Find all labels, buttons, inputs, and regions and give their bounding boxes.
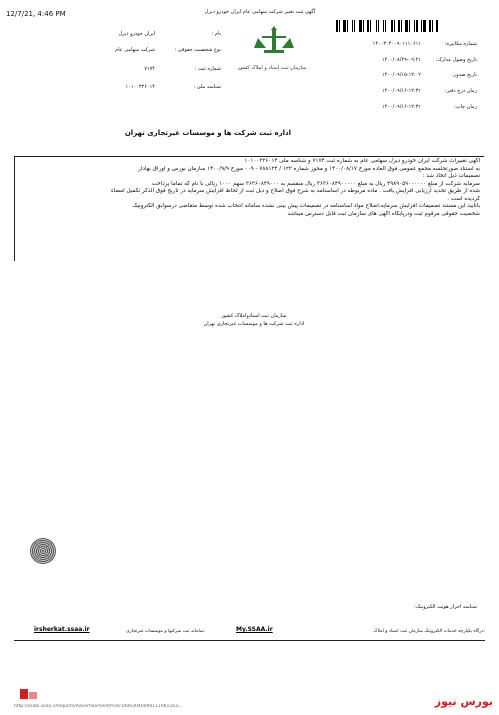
meta-label: تاریخ صدور: xyxy=(452,72,477,78)
barcode-bar xyxy=(434,20,435,32)
meta-value: ۱۴۰۰/۰۸/۲۹-۰۹:۲۱ xyxy=(381,57,421,63)
meta-label: تاریخ وصول مدارک: xyxy=(435,57,477,63)
company-label: نوع شخصیت حقوقی : xyxy=(174,47,221,53)
barcode-bar xyxy=(372,20,375,32)
barcode-bar xyxy=(398,20,400,32)
signature-block xyxy=(194,312,314,328)
company-label: نام : xyxy=(211,31,221,37)
footer-divider xyxy=(14,640,485,641)
barcode-bar xyxy=(365,20,366,32)
barcode-bar xyxy=(421,20,422,32)
barcode-bar xyxy=(414,20,415,32)
footer-row xyxy=(14,626,485,640)
meta-value: ۱۴۰۰/۰۹/۱۵-۱۲:۰۲ xyxy=(381,72,421,78)
notice-line: به استناد صورتجلسه مجمع عمومی فوق العاده مورخ ۱۴۰۰/۰۸/۱۷ و مجوز شماره ۱۲۲ / ۷۸۸۱۲۴ - ۰۰۹ مورخ ۱۴۰۰/۹/۹ سازمان بورس و اوراق بهادار xyxy=(138,165,480,172)
barcode-bar xyxy=(394,20,395,32)
company-value: ۷۱۷۴ xyxy=(144,66,155,72)
barcode-bar xyxy=(343,20,346,32)
barcode-bar xyxy=(347,20,348,32)
meta-row xyxy=(361,88,477,94)
signature-line: اداره ثبت شرکت ها و موسسات غیرتجاری تهران xyxy=(203,321,305,327)
office-title: اداره ثبت شرکت ها و موسسات غیرتجاری تهران xyxy=(124,129,291,137)
meta-row xyxy=(361,104,477,110)
barcode-bar xyxy=(349,20,351,32)
notice-title: آگهی ثبت تغییر شرکت سهامی عام ایران خودرو دیزل xyxy=(204,9,316,15)
meta-row xyxy=(361,72,477,78)
barcode-bar xyxy=(423,20,426,32)
portal-link[interactable]: My.SSAA.ir xyxy=(236,626,273,633)
company-label: شماره ثبت : xyxy=(194,66,221,72)
brand-watermark: بورس نیوز xyxy=(434,695,493,708)
barcode-bar xyxy=(416,20,418,32)
company-label: شناسه ملی : xyxy=(193,84,221,90)
barcode-bar xyxy=(403,20,404,32)
signature-line: سازمان ثبت اسنادواملاک کشور xyxy=(221,313,287,319)
barcode-bar xyxy=(429,20,431,32)
notice-body xyxy=(20,158,480,218)
print-url: http://ssabi.ssaa.ir/Reports/AdvertisementPrint/14003040090111061163... xyxy=(14,704,183,709)
barcode-bar xyxy=(411,20,413,32)
company-row xyxy=(85,31,221,37)
barcode-bar xyxy=(432,20,433,32)
notice-line: باتایید این مستند تصمیمات افزایش سرمایه،اصلاح مواد اساسنامه در تصمیمات پیش بینی نشده سامانه انتخاب شده توسط متقاضی درسوابق الکترونیک xyxy=(132,203,480,209)
portal-text: درگاه یکپارچه خدمات الکترونیک سازمان ثبت اسناد و املاک: xyxy=(373,629,485,634)
meta-value: ۱۴۰۰/۰۹/۱۶-۱۲:۳۱ xyxy=(381,88,421,94)
barcode-bar xyxy=(359,20,362,32)
barcode-bar xyxy=(396,20,397,32)
barcode-bar xyxy=(383,20,384,32)
boursenews-logo-icon xyxy=(18,686,40,702)
barcode-bar xyxy=(370,20,371,32)
meta-value: ۱۴۰۰/۰۹/۱۶-۱۲:۳۱ xyxy=(381,104,421,110)
barcode-bar xyxy=(387,20,390,32)
barcode-bar xyxy=(341,20,342,32)
barcode-bar xyxy=(376,20,377,32)
barcode-bar xyxy=(401,20,402,32)
barcode xyxy=(336,20,456,32)
print-timestamp: 12/7/21, 4:46 PM xyxy=(6,10,66,18)
notice-line: سرمایه شرکت از مبلغ ۴۹۸۹۰۵۹۰۰۰۰۰۰ ریال به مبلغ ۳۶۳۶۰۸۴۹۰۰۰۰۰ ریال منقسم به ۳۶۳۶۰۸۴۹۰۰۰ سهم ۱۰۰۰ ریالی با نام که تماما پرداخت xyxy=(151,180,480,187)
company-value: شرکت سهامی عام xyxy=(115,47,155,53)
fingerprint-stamp xyxy=(30,538,56,564)
meta-label: زمان چاپ: xyxy=(454,104,477,110)
barcode-bar xyxy=(336,20,338,32)
barcode-bar xyxy=(380,20,382,32)
barcode-bar xyxy=(427,20,428,32)
company-row xyxy=(85,47,221,53)
barcode-bar xyxy=(339,20,340,32)
company-value: ۱۰۱۰۰۳۲۶۰۱۴ xyxy=(125,84,155,90)
barcode-bar xyxy=(385,20,386,32)
company-row xyxy=(85,66,221,72)
barcode-bar xyxy=(419,20,420,32)
meta-row xyxy=(361,41,477,47)
notice-line: آگهی تغییرات شرکت ایران خودرو دیزل سهامی عام به شماره ثبت ۷۱۷۴ و شناسه ملی ۱۰۱۰۰۳۲۶۰۱۴ xyxy=(244,158,480,164)
meta-value: ۱۴۰۰۳۰۴۰۰۹۰۱۱۱۰۶۱۱ xyxy=(372,41,421,47)
meta-label: زمان درج دفتر: xyxy=(445,88,477,94)
system-link[interactable]: irsherkat.ssaa.ir xyxy=(34,626,90,633)
barcode-bar xyxy=(391,20,393,32)
barcode-bar xyxy=(363,20,364,32)
barcode-bar xyxy=(409,20,410,32)
notice-line: تصمیمات ذیل اتخاذ شد : xyxy=(422,173,480,179)
barcode-bar xyxy=(436,20,438,32)
org-name: سازمان ثبت اسناد و املاک کشور xyxy=(237,65,307,71)
system-text: سامانه ثبت شرکتها و موسسات غیرتجاری: xyxy=(126,629,206,634)
barcode-bar xyxy=(352,20,353,32)
company-row xyxy=(85,84,221,90)
barcode-bar xyxy=(367,20,369,32)
meta-label: شماره مکانیزه: xyxy=(444,41,477,47)
barcode-bar xyxy=(354,20,355,32)
identity-label: شناسه احراز هویت الکترونیک: xyxy=(414,604,477,610)
company-value: ایران خودرو دیزل xyxy=(118,31,155,37)
notice-line: شخصیت حقوقی مرقوم ثبت ودرپایگاه آگهی های سازمان ثبت قابل دسترس میباشد xyxy=(287,210,480,217)
meta-row xyxy=(361,57,477,63)
barcode-bar xyxy=(378,20,379,32)
notice-line: گردیده است . xyxy=(447,195,480,202)
barcode-bar xyxy=(405,20,408,32)
barcode-bar xyxy=(356,20,358,32)
notice-line: شده از طریق تجدید ارزیابی افزایش یافت . ماده مربوطه در اساسنامه به شرح فوق اصلاح و ذیل ثبت از لحاظ افزایش سرمایه در تاریخ فوق الذکر تکمیل امضاء xyxy=(110,188,480,194)
